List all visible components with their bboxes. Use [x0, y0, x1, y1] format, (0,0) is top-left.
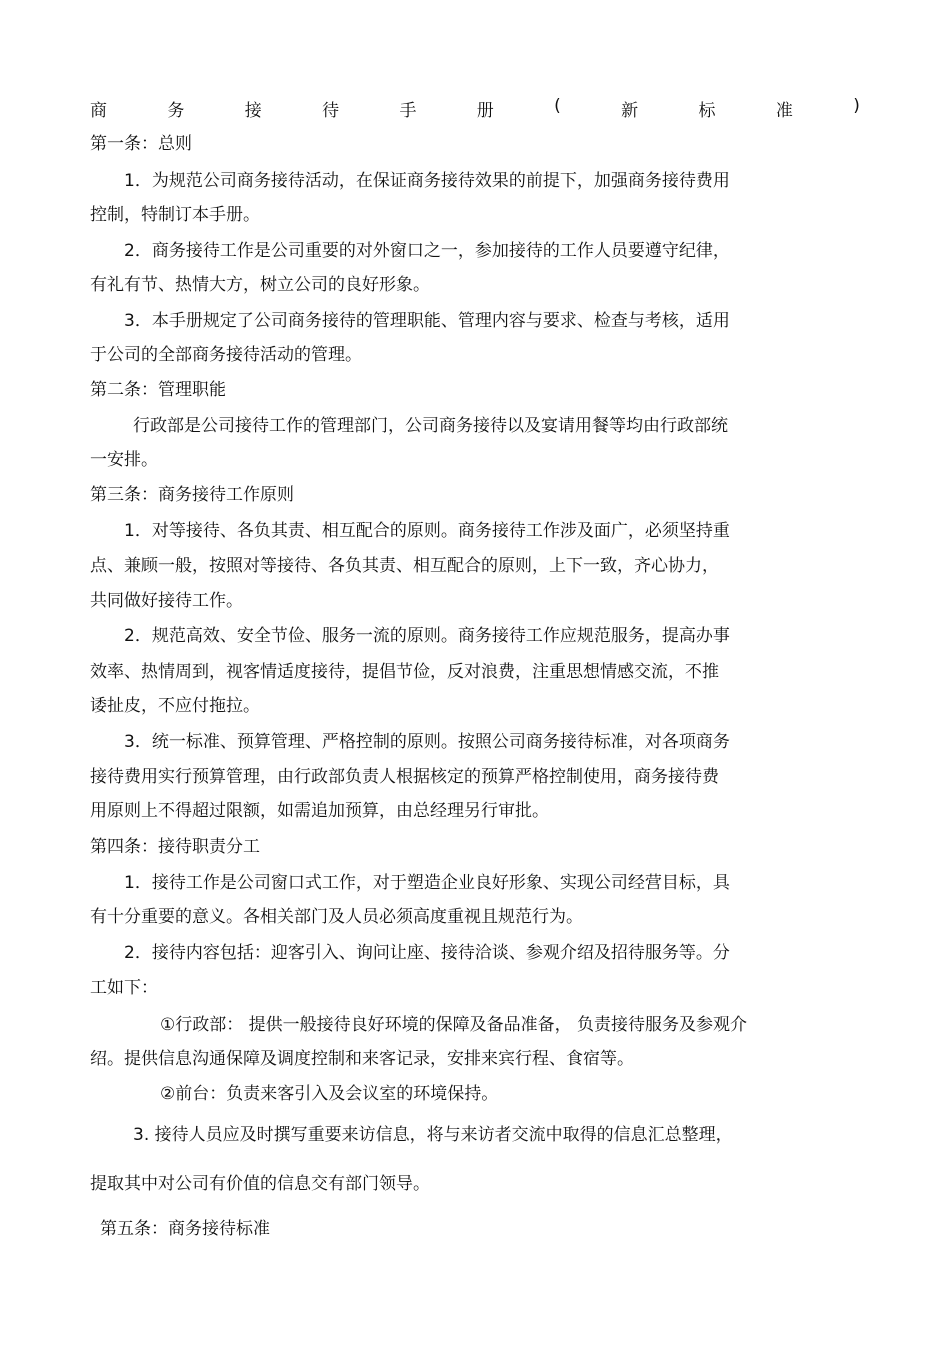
- title-char: 商: [90, 101, 107, 121]
- paragraph-line: 3. 接待人员应及时撰写重要来访信息，将与来访者交流中取得的信息汇总整理，: [133, 1125, 733, 1145]
- title-char: 手: [399, 101, 417, 121]
- title-char: 接: [244, 101, 262, 121]
- paragraph-line: 行政部是公司接待工作的管理部门，公司商务接待以及宴请用餐等均由行政部统: [133, 416, 728, 436]
- paragraph-line: 诿扯皮，不应付拖拉。: [90, 696, 260, 716]
- paragraph-line: 效率、热情周到，视客情适度接待，提倡节俭，反对浪费，注重思想情感交流，不推: [90, 662, 719, 682]
- paragraph-line: 绍。提供信息沟通保障及调度控制和来客记录，安排来宾行程、食宿等。: [90, 1049, 634, 1069]
- paragraph-line: 1．接待工作是公司窗口式工作，对于塑造企业良好形象、实现公司经营目标，具: [124, 873, 730, 893]
- paragraph-line: 于公司的全部商务接待活动的管理。: [90, 345, 362, 365]
- section-heading-1: 第一条：总则: [90, 134, 192, 154]
- paragraph-line: ①行政部： 提供一般接待良好环境的保障及备品准备， 负责接待服务及参观介: [160, 1015, 748, 1035]
- paragraph-line: 3．本手册规定了公司商务接待的管理职能、管理内容与要求、检查与考核，适用: [124, 311, 730, 331]
- paragraph-line: 控制，特制订本手册。: [90, 205, 260, 225]
- paragraph-line: 2．商务接待工作是公司重要的对外窗口之一，参加接待的工作人员要遵守纪律，: [124, 241, 730, 261]
- title-char: 册: [476, 101, 494, 121]
- paragraph-line: 点、兼顾一般，按照对等接待、各负其责、相互配合的原则，上下一致，齐心协力，: [90, 556, 719, 576]
- section-heading-2: 第二条：管理职能: [90, 380, 226, 400]
- paragraph-line: 3．统一标准、预算管理、严格控制的原则。按照公司商务接待标准，对各项商务: [124, 732, 730, 752]
- title-char: 新: [621, 101, 639, 121]
- paragraph-line: 2．接待内容包括：迎客引入、询问让座、接待洽谈、参观介绍及招待服务等。分: [124, 943, 730, 963]
- paragraph-line: ②前台：负责来客引入及会议室的环境保持。: [160, 1084, 499, 1104]
- title-char: 准: [775, 101, 793, 121]
- document-title: [90, 96, 860, 121]
- paragraph-line: 1．为规范公司商务接待活动，在保证商务接待效果的前提下，加强商务接待费用: [124, 171, 730, 191]
- title-char: (: [554, 96, 561, 116]
- title-char: ): [853, 96, 860, 116]
- section-heading-4: 第四条：接待职责分工: [90, 837, 260, 857]
- paragraph-line: 共同做好接待工作。: [90, 591, 243, 611]
- section-heading-3: 第三条：商务接待工作原则: [90, 485, 294, 505]
- paragraph-line: 接待费用实行预算管理，由行政部负责人根据核定的预算严格控制使用，商务接待费: [90, 767, 719, 787]
- paragraph-line: 1．对等接待、各负其责、相互配合的原则。商务接待工作涉及面广，必须坚持重: [124, 521, 730, 541]
- section-heading-5: 第五条：商务接待标准: [100, 1219, 270, 1239]
- title-char: 待: [322, 101, 340, 121]
- paragraph-line: 用原则上不得超过限额，如需追加预算，由总经理另行审批。: [90, 801, 549, 821]
- paragraph-line: 有十分重要的意义。各相关部门及人员必须高度重视且规范行为。: [90, 907, 583, 927]
- paragraph-line: 一安排。: [90, 450, 158, 470]
- paragraph-line: 工如下：: [90, 978, 158, 998]
- title-char: 标: [698, 101, 716, 121]
- title-char: 务: [167, 101, 185, 121]
- paragraph-line: 提取其中对公司有价值的信息交有部门领导。: [90, 1174, 430, 1194]
- paragraph-line: 有礼有节、热情大方，树立公司的良好形象。: [90, 275, 430, 295]
- paragraph-line: 2．规范高效、安全节俭、服务一流的原则。商务接待工作应规范服务，提高办事: [124, 626, 730, 646]
